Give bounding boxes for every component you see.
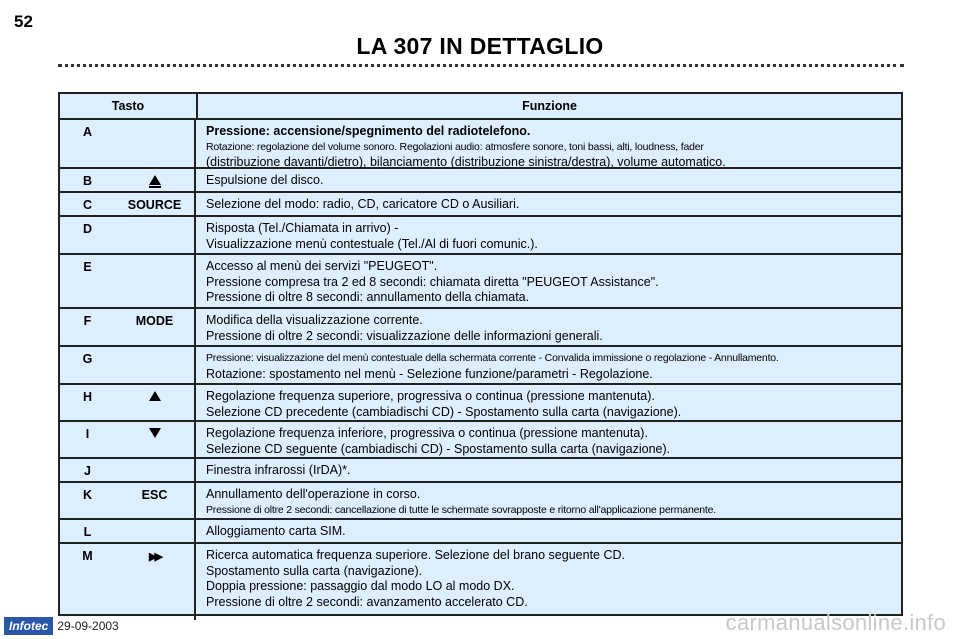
row-key xyxy=(115,520,196,542)
watermark: carmanualsonline.info xyxy=(725,610,946,635)
row-function xyxy=(196,347,901,383)
function-line: (distribuzione davanti/dietro), bilanciamento (distribuzione sinistra/destra), volume automatico. xyxy=(206,155,726,169)
row-function xyxy=(196,385,901,420)
row-function xyxy=(196,483,901,518)
row-letter: H xyxy=(82,390,93,404)
row-key xyxy=(115,422,196,457)
row-function xyxy=(196,255,901,307)
row-key xyxy=(115,255,196,307)
function-line: Pressione di oltre 2 secondi: cancellazione di tutte le schermate sovrapposte e ritorno all'applicazione permanente. xyxy=(206,503,716,516)
header-tasto: Tasto xyxy=(60,94,198,118)
table-row xyxy=(60,422,901,459)
fast-forward-icon: ▶▶ xyxy=(149,551,160,563)
table-row xyxy=(60,347,901,385)
table-row xyxy=(60,483,901,520)
table-row xyxy=(60,459,901,483)
table-row xyxy=(60,169,901,193)
row-letter: G xyxy=(82,352,93,366)
table-row xyxy=(60,193,901,217)
row-letter: A xyxy=(82,125,93,139)
row-key: ESC xyxy=(115,483,196,518)
row-letter: E xyxy=(83,260,92,274)
row-function xyxy=(196,217,901,253)
table-body xyxy=(60,120,901,620)
function-line: Rotazione: spostamento nel menù - Selezione funzione/parametri - Regolazione. xyxy=(206,366,653,381)
row-key xyxy=(115,347,196,383)
function-line: Alloggiamento carta SIM. xyxy=(206,524,346,538)
dotted-divider xyxy=(58,64,904,67)
function-line: Annullamento dell'operazione in corso. xyxy=(206,487,421,501)
function-line: Pressione di oltre 2 secondi: avanzamento accelerato CD. xyxy=(206,594,528,609)
row-key xyxy=(115,385,196,420)
up-arrow-icon xyxy=(149,391,161,401)
row-key xyxy=(115,459,196,481)
row-function xyxy=(196,193,901,215)
row-letter: B xyxy=(82,174,93,188)
row-key xyxy=(115,120,196,167)
row-function xyxy=(196,544,901,620)
function-line: Doppia pressione: passaggio dal modo LO al modo DX. xyxy=(206,579,515,593)
row-key xyxy=(115,217,196,253)
row-function xyxy=(196,520,901,542)
page-title: LA 307 IN DETTAGLIO xyxy=(356,33,604,59)
function-line: Ricerca automatica frequenza superiore. Selezione del brano seguente CD. xyxy=(206,548,625,562)
function-line: Pressione compresa tra 2 ed 8 secondi: chiamata diretta "PEUGEOT Assistance". xyxy=(206,274,659,289)
function-line: Spostamento sulla carta (navigazione). xyxy=(206,563,423,578)
row-letter: I xyxy=(85,427,90,441)
function-line: Regolazione frequenza inferiore, progressiva o continua (pressione mantenuta). xyxy=(206,426,648,440)
function-line: Visualizzazione menù contestuale (Tel./Al di fuori comunic.). xyxy=(206,236,538,251)
row-key: SOURCE xyxy=(115,193,196,215)
header-funzione: Funzione xyxy=(522,99,577,113)
row-letter: D xyxy=(82,222,93,236)
function-line: Regolazione frequenza superiore, progressiva o continua (pressione mantenuta). xyxy=(206,389,655,403)
row-key xyxy=(115,544,196,620)
function-line: Finestra infrarossi (IrDA)*. xyxy=(206,463,351,477)
row-key xyxy=(115,169,196,191)
function-line: Selezione CD seguente (cambiadischi CD) - Spostamento sulla carta (navigazione). xyxy=(206,441,671,456)
footer-date: 29-09-2003 xyxy=(57,619,119,633)
row-function xyxy=(196,309,901,345)
function-line: Pressione: accensione/spegnimento del radiotelefono. xyxy=(206,124,531,138)
table-row xyxy=(60,217,901,255)
table-row xyxy=(60,120,901,169)
down-arrow-icon xyxy=(149,428,161,438)
row-function xyxy=(196,120,901,167)
controls-table xyxy=(58,92,903,616)
row-key: MODE xyxy=(115,309,196,345)
table-row xyxy=(60,255,901,309)
table-row xyxy=(60,520,901,544)
function-line: Modifica della visualizzazione corrente. xyxy=(206,313,423,327)
row-function xyxy=(196,169,901,191)
table-row xyxy=(60,309,901,347)
function-line: Rotazione: regolazione del volume sonoro. Regolazioni audio: atmosfere sonore, toni bassi, alti, loudness, fader xyxy=(206,140,704,153)
row-letter: L xyxy=(83,525,92,539)
footer xyxy=(4,617,119,635)
function-line: Risposta (Tel./Chiamata in arrivo) - xyxy=(206,221,399,235)
row-letter: M xyxy=(82,549,93,563)
function-line: Pressione di oltre 2 secondi: visualizzazione delle informazioni generali. xyxy=(206,328,603,343)
row-function xyxy=(196,422,901,457)
table-row xyxy=(60,385,901,422)
function-line: Selezione CD precedente (cambiadischi CD) - Spostamento sulla carta (navigazione). xyxy=(206,404,682,419)
function-line: Pressione di oltre 8 secondi: annullamento della chiamata. xyxy=(206,290,530,304)
function-line: Accesso al menù dei servizi "PEUGEOT". xyxy=(206,259,438,273)
row-function xyxy=(196,459,901,481)
function-line: Pressione: visualizzazione del menù contestuale della schermata corrente - Convalida immissione o regolazione - Annullamento. xyxy=(206,352,779,364)
page-number: 52 xyxy=(14,12,33,31)
table-header xyxy=(60,94,901,120)
function-line: Selezione del modo: radio, CD, caricatore CD o Ausiliari. xyxy=(206,197,520,211)
table-row xyxy=(60,544,901,620)
eject-icon xyxy=(149,175,161,188)
function-line: Espulsione del disco. xyxy=(206,173,324,187)
row-letter: J xyxy=(84,464,91,478)
row-letter: F xyxy=(83,314,92,328)
infotec-logo: Infotec xyxy=(4,617,53,635)
row-letter: K xyxy=(82,488,93,502)
row-letter: C xyxy=(82,198,93,212)
